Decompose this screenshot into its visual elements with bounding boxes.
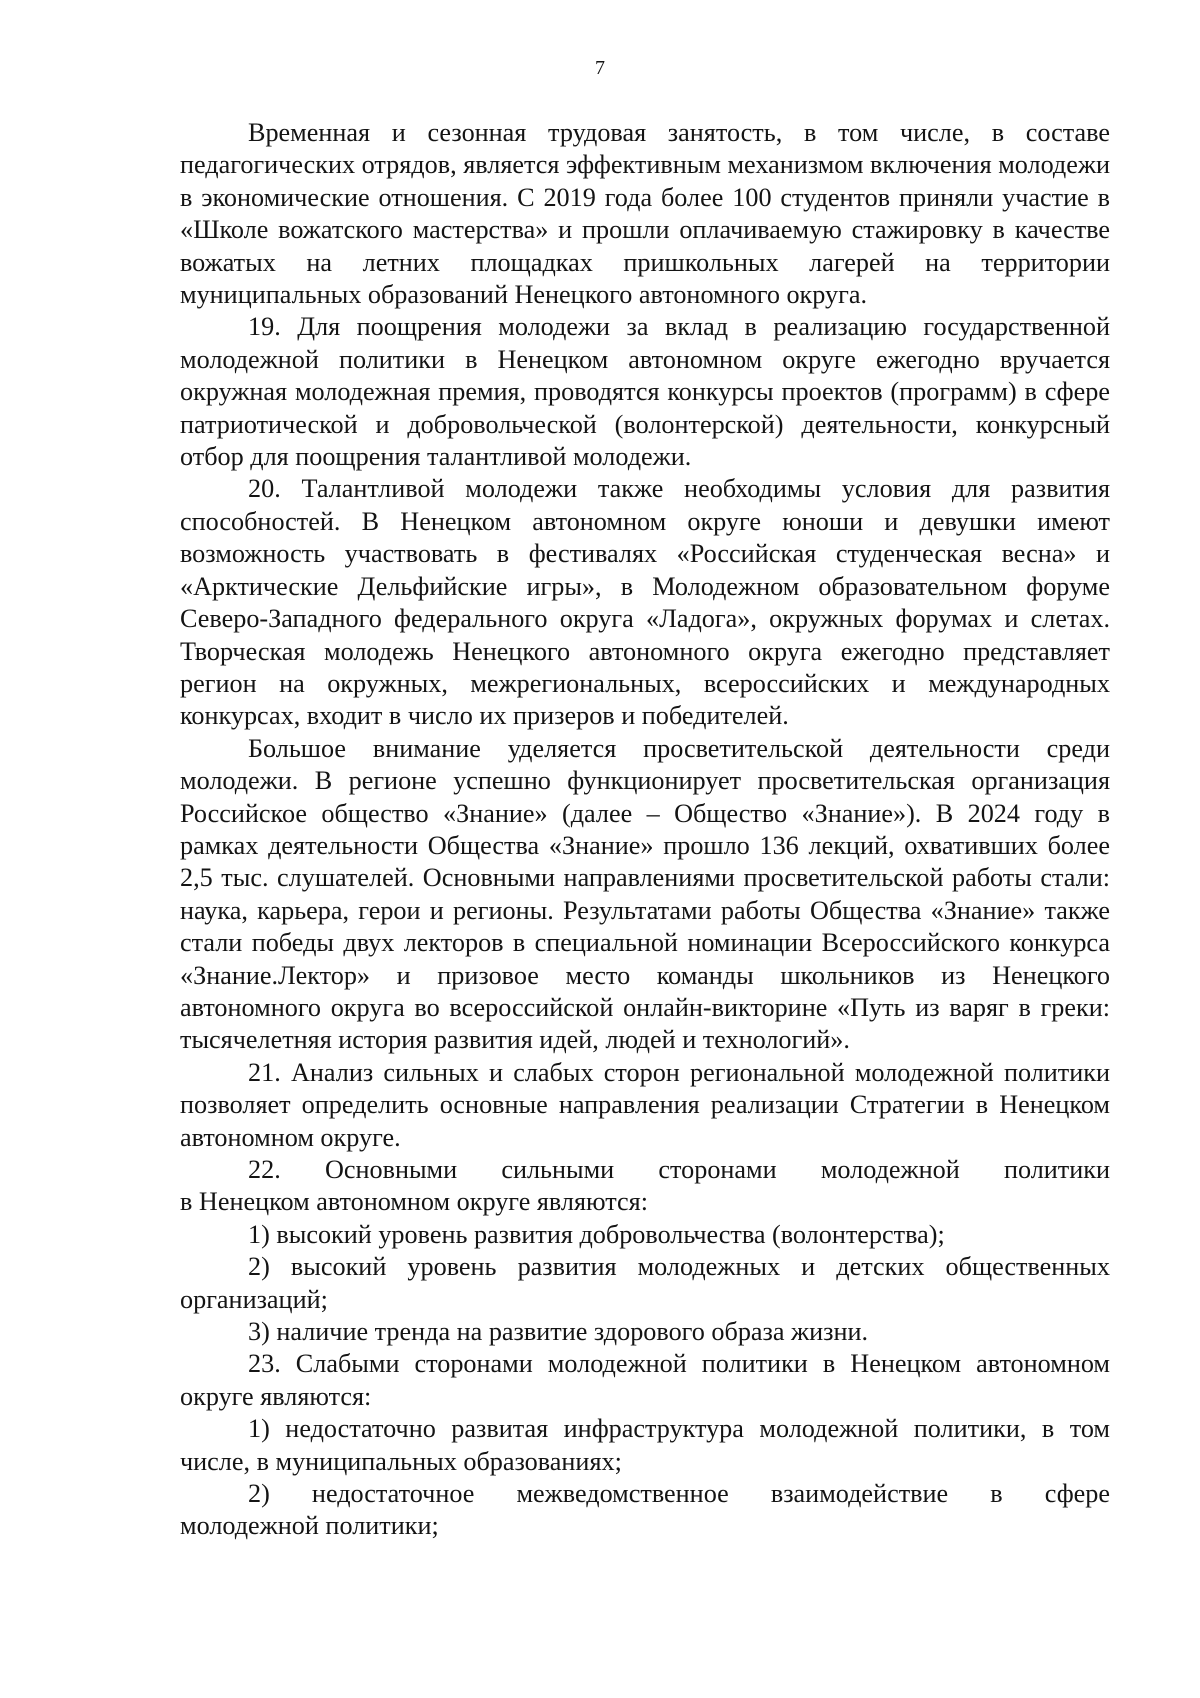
list-item-weakness-1: 1) недостаточно развитая инфраструктура молодежной политики, в том числе, в муниципальных образованиях; [180, 1414, 1110, 1476]
paragraph-19-youth-encouragement: 19. Для поощрения молодежи за вклад в реализацию государственной молодежной политики в Ненецком автономном округе ежегодно вручается окружная молодежная премия, проводятся конкурсы проектов (программ) в сфере патриотической и добровольческой (волонтерской) деятельности, конкурсный отбор для поощрения талантливой молодежи. [180, 312, 1110, 472]
paragraph-21-swot-analysis: 21. Анализ сильных и слабых сторон региональной молодежной политики позволяет определить основные направления реализации Стратегии в Ненецком автономном округе. [180, 1057, 1110, 1152]
paragraph-educational-activity: Большое внимание уделяется просветительской деятельности среди молодежи. В регионе успешно функционирует просветительская организация Российское общество «Знание» (далее – Общество «Знание»). В 2024 году в рамках деятельности Общества «Знание» прошло 136 лекций, охвативших более 2,5 тыс. слушателей. Основными направлениями просветительской работы стали: наука, карьера, герои и регионы. Результатами работы Общества «Знание» также стали победы двух лекторов в специальной номинации Всероссийского конкурса «Знание.Лектор» и призовое место команды школьников из Ненецкого автономного округа во всероссийской онлайн-викторине «Путь из варяг в греки: тысячелетняя история развития идей, людей и технологий». [180, 733, 1110, 1055]
list-item-weakness-2: 2) недостаточное межведомственное взаимодействие в сфере [248, 1479, 1110, 1509]
list-item-weakness-2-continued: молодежной политики; [180, 1511, 439, 1541]
paragraph-20-talented-youth: 20. Талантливой молодежи также необходимы условия для развития способностей. В Ненецком автономном округе юноши и девушки имеют возможность участвовать в фестивалях «Российская студенческая весна» и «Арктические Дельфийские игры», в Молодежном образовательном форуме Северо-Западного федерального округа «Ладога», окружных форумах и слетах. Творческая молодежь Ненецкого автономного округа ежегодно представляет регион на окружных, межрегиональных, всероссийских и международных конкурсах, входит в число их призеров и победителей. [180, 474, 1110, 731]
paragraph-22-strengths-heading-continued: в Ненецком автономном округе являются: [180, 1187, 648, 1217]
page-number: 7 [595, 57, 605, 79]
list-item-strength-3: 3) наличие тренда на развитие здорового образа жизни. [248, 1317, 869, 1347]
document-body [180, 117, 1110, 1543]
paragraph-seasonal-employment: Временная и сезонная трудовая занятость, в том числе, в составе педагогических отрядов, является эффективным механизмом включения молодежи в экономические отношения. С 2019 года более 100 студентов приняли участие в «Школе вожатского мастерства» и прошли оплачиваемую стажировку в качестве вожатых на летних площадках пришкольных лагерей на территории муниципальных образований Ненецкого автономного округа. [180, 118, 1110, 310]
paragraph-23-weaknesses-heading: 23. Слабыми сторонами молодежной политики в Ненецком автономном округе являются: [180, 1349, 1110, 1411]
paragraph-22-strengths-heading: 22. Основными сильными сторонами молодежной политики [248, 1155, 1110, 1184]
list-item-strength-1: 1) высокий уровень развития добровольчества (волонтерства); [248, 1219, 945, 1249]
list-item-strength-2: 2) высокий уровень развития молодежных и детских общественных организаций; [180, 1252, 1110, 1314]
